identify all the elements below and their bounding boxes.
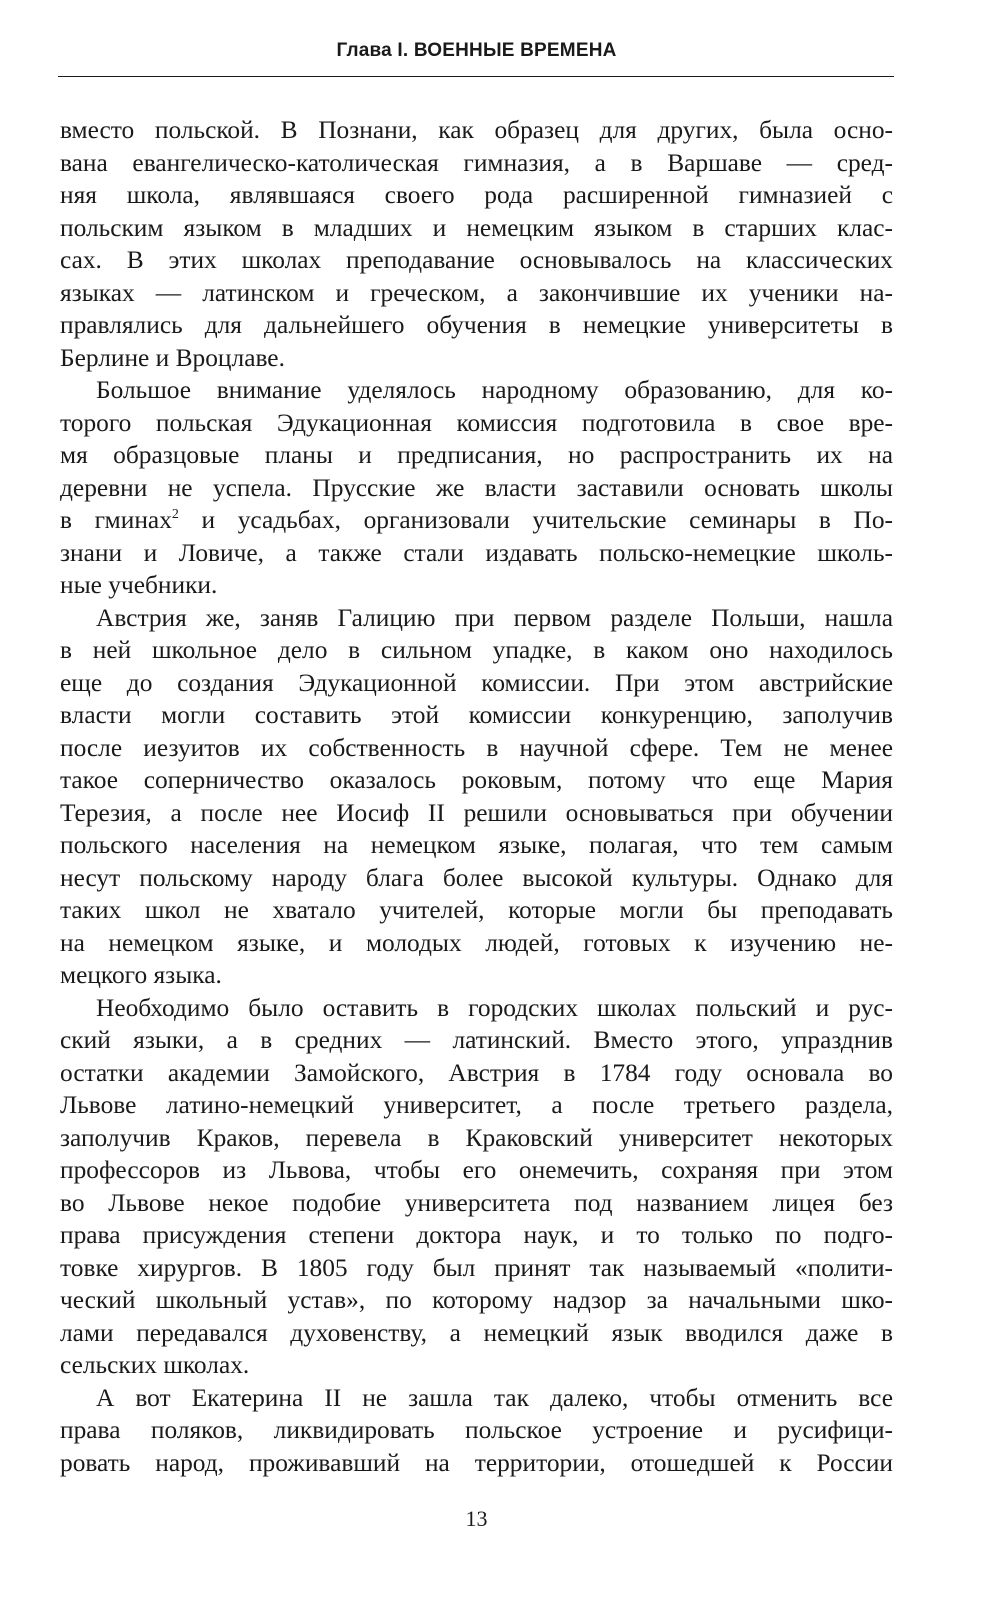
text-line: Большое внимание уделялось народному образованию, для ко- — [96, 376, 893, 404]
text-line: А вот Екатерина II не зашла так далеко, чтобы отменить все — [96, 1383, 893, 1412]
text-line: мя образцовые планы и предписания, но распространить их на — [60, 441, 893, 469]
text-line: несут польскому народу блага более высокой культуры. Однако для — [60, 863, 893, 892]
paragraph-4 — [60, 992, 893, 1382]
paragraph-3 — [60, 602, 893, 992]
page-number: 13 — [465, 1506, 488, 1531]
text-line: профессоров из Львова, чтобы его онемечить, сохраняя при этом — [60, 1156, 893, 1184]
text-line: ные учебники. — [60, 571, 218, 599]
text-line: сельских школах. — [60, 1351, 250, 1379]
text-line: вана евангелическо-католическая гимназия, а в Варшаве — сред- — [60, 148, 893, 177]
text-line: в ней школьное дело в сильном упадке, в каком оно находилось — [60, 636, 893, 664]
text-line: таких школ не хватало учителей, которые могли бы преподавать — [60, 896, 893, 924]
footnote-reference[interactable]: 2 — [171, 507, 179, 522]
text-line: языках — латинском и греческом, а закончившие их ученики на- — [60, 278, 893, 307]
text-line: еще до создания Эдукационной комиссии. При этом австрийские — [60, 668, 893, 697]
text-line-with-footnote — [60, 504, 893, 537]
text-line: сах. В этих школах преподавание основывалось на классических — [60, 246, 893, 274]
header-rule — [58, 76, 894, 77]
text-line: на немецком языке, и молодых людей, готовых к изучению не- — [60, 928, 893, 957]
text-line: после иезуитов их собственность в научной сфере. Тем не менее — [60, 733, 893, 762]
text-line: во Львове некое подобие университета под названием лицея без — [60, 1188, 893, 1217]
text-line: лами передавался духовенству, а немецкий язык вводился даже в — [60, 1318, 893, 1347]
text-line: няя школа, являвшаяся своего рода расширенной гимназией с — [60, 181, 893, 209]
text-line: Львове латино-немецкий университет, а после третьего раздела, — [60, 1091, 893, 1119]
text-line: власти могли составить этой комиссии конкуренцию, заполучив — [60, 701, 893, 729]
text-line: Берлине и Вроцлаве. — [60, 343, 285, 372]
text-line: польского населения на немецком языке, полагая, что тем самым — [60, 831, 893, 859]
text-line: правлялись для дальнейшего обучения в немецкие университеты в — [60, 311, 893, 339]
text-line: Необходимо было оставить в городских школах польский и рус- — [96, 993, 893, 1022]
text-line: Терезия, а после нее Иосиф II решили основываться при обучении — [60, 798, 893, 827]
text-line: мецкого языка. — [60, 961, 222, 989]
text-line: знани и Ловиче, а также стали издавать польско-немецкие школь- — [60, 538, 893, 567]
text-line: остатки академии Замойского, Австрия в 1784 году основала во — [60, 1058, 893, 1087]
text-line: права присуждения степени доктора наук, и то только по подго- — [60, 1221, 893, 1249]
text-line: вместо польской. В Познани, как образец для других, была осно- — [60, 116, 893, 144]
text-fragment: и усадьбах, организовали учительские семинары в По- — [178, 506, 893, 534]
body-text — [60, 114, 893, 1479]
text-line: Австрия же, заняв Галицию при первом разделе Польши, нашла — [96, 603, 893, 632]
text-line: торого польская Эдукационная комиссия подготовила в свое вре- — [60, 408, 893, 437]
text-line: такое соперничество оказалось роковым, потому что еще Мария — [60, 766, 893, 794]
text-line: ровать народ, проживавший на территории, отошедшей к России — [60, 1448, 893, 1477]
running-head-title: Глава I. ВОЕННЫЕ ВРЕМЕНА — [336, 40, 617, 61]
paragraph-1 — [60, 114, 893, 374]
text-line: польским языком в младших и немецким языком в старших клас- — [60, 213, 893, 242]
text-line: ческий школьный устав», по которому надзор за начальными шко- — [60, 1286, 893, 1314]
text-line: заполучив Краков, перевела в Краковский университет некоторых — [60, 1123, 893, 1152]
text-line: деревни не успела. Прусские же власти заставили основать школы — [60, 473, 893, 502]
text-fragment: в гминах — [60, 506, 172, 534]
text-line: товке хирургов. В 1805 году был принят так называемый «полити- — [60, 1253, 893, 1282]
text-line: права поляков, ликвидировать польское устроение и русифици- — [60, 1416, 893, 1444]
text-line: ский языки, а в средних — латинский. Вместо этого, упразднив — [60, 1026, 893, 1054]
paragraph-5 — [60, 1382, 893, 1480]
paragraph-2 — [60, 374, 893, 602]
